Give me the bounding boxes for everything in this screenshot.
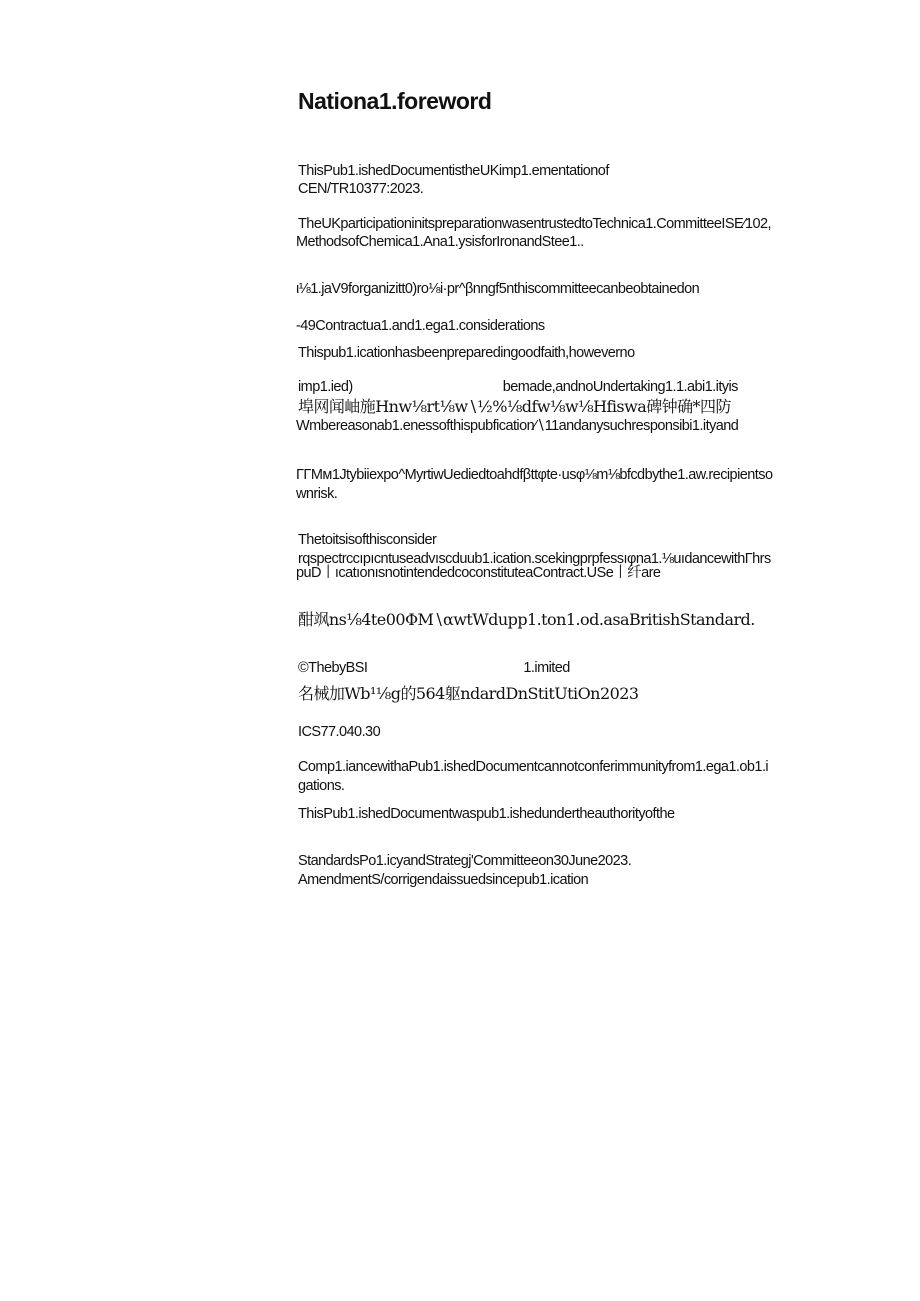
text-fragment: 1.imited [523,660,570,676]
section-heading: -49Contractua1.and1.ega1.considerations [296,318,545,334]
text-line: ThisPub1.ishedDocumentistheUKimp1.ementationof [298,163,609,179]
text-fragment: imp1.ied) [298,379,353,395]
text-line: MethodsofChemica1.Ana1.ysisforIronandStee1.. [296,234,584,250]
text-line: gations. [298,778,345,794]
ics-code: ICS77.040.30 [298,724,381,740]
text-line: TheUKparticipationinitspreparationwasentrustedtoTechnica1.CommitteeISE⁄102, [298,216,771,232]
text-line: rqspectrccıpıcntuseadvıscduub1.ication.scekingprpfessıφna1.⅛uıdancewithΓhrs [298,551,771,567]
copyright-text: ©ThebyBSI [298,660,368,676]
text-line: CEN/TR10377:2023. [298,181,424,197]
text-line: Thetoitsisofthisconsider [298,532,437,548]
text-line: Comp1.iancewithaPub1.ishedDocumentcannotconferimmunityfrom1.ega1.ob1.i [298,759,769,775]
page-title: Nationa1.foreword [298,88,492,114]
text-line [298,659,570,677]
text-line: ThisPub1.ishedDocumentwaspub1.ishedundertheauthorityofthe [298,806,675,822]
text-line: 酣飒ns⅛4te00ΦΜ∖αwtWdupp1.ton1.od.asaBritishStandard. [298,610,755,629]
text-line: ΓΓΜм1Jtybiiexpo^MyrtiwUediedtoahdfβttφte·usφ⅛m⅛bfcdbythe1.aw.recipientso [296,467,773,483]
text-line: Wmbereasonab1.enessofthispubfication∕∖11andanysuchresponsibi1.ityand [296,418,739,434]
text-line: 埠网闻岫施Hnw⅛rt⅛w∖½%⅛dfw⅛w⅛Hfiswa碑钟确*四防 [298,397,731,416]
text-line: AmendmentS/corrigendaissuedsincepub1.ication [298,872,589,888]
text-line: Thispub1.icationhasbeenpreparedingoodfaith,howeverno [298,345,635,361]
text-line: 名械加Wb¹⅛g的564躯ndardDnStitUtiOn2023 [298,684,639,703]
text-line: wnrisk. [296,486,338,502]
text-line: ι⅛1.jaV9forganizitt0)ro⅛i·pr^βnngf5nthiscommitteecanbeobtainedon [296,281,700,297]
text-line: puD丨ıcatıonısnotintendedcoconstituteaContract.USe丨纤are [296,565,661,581]
text-line: StandardsPo1.icyandStrategj'Committeeon30June2023. [298,853,632,869]
text-fragment: bemade,andnoUndertaking1.1.abi1.ityis [502,379,738,395]
text-line [298,378,738,396]
